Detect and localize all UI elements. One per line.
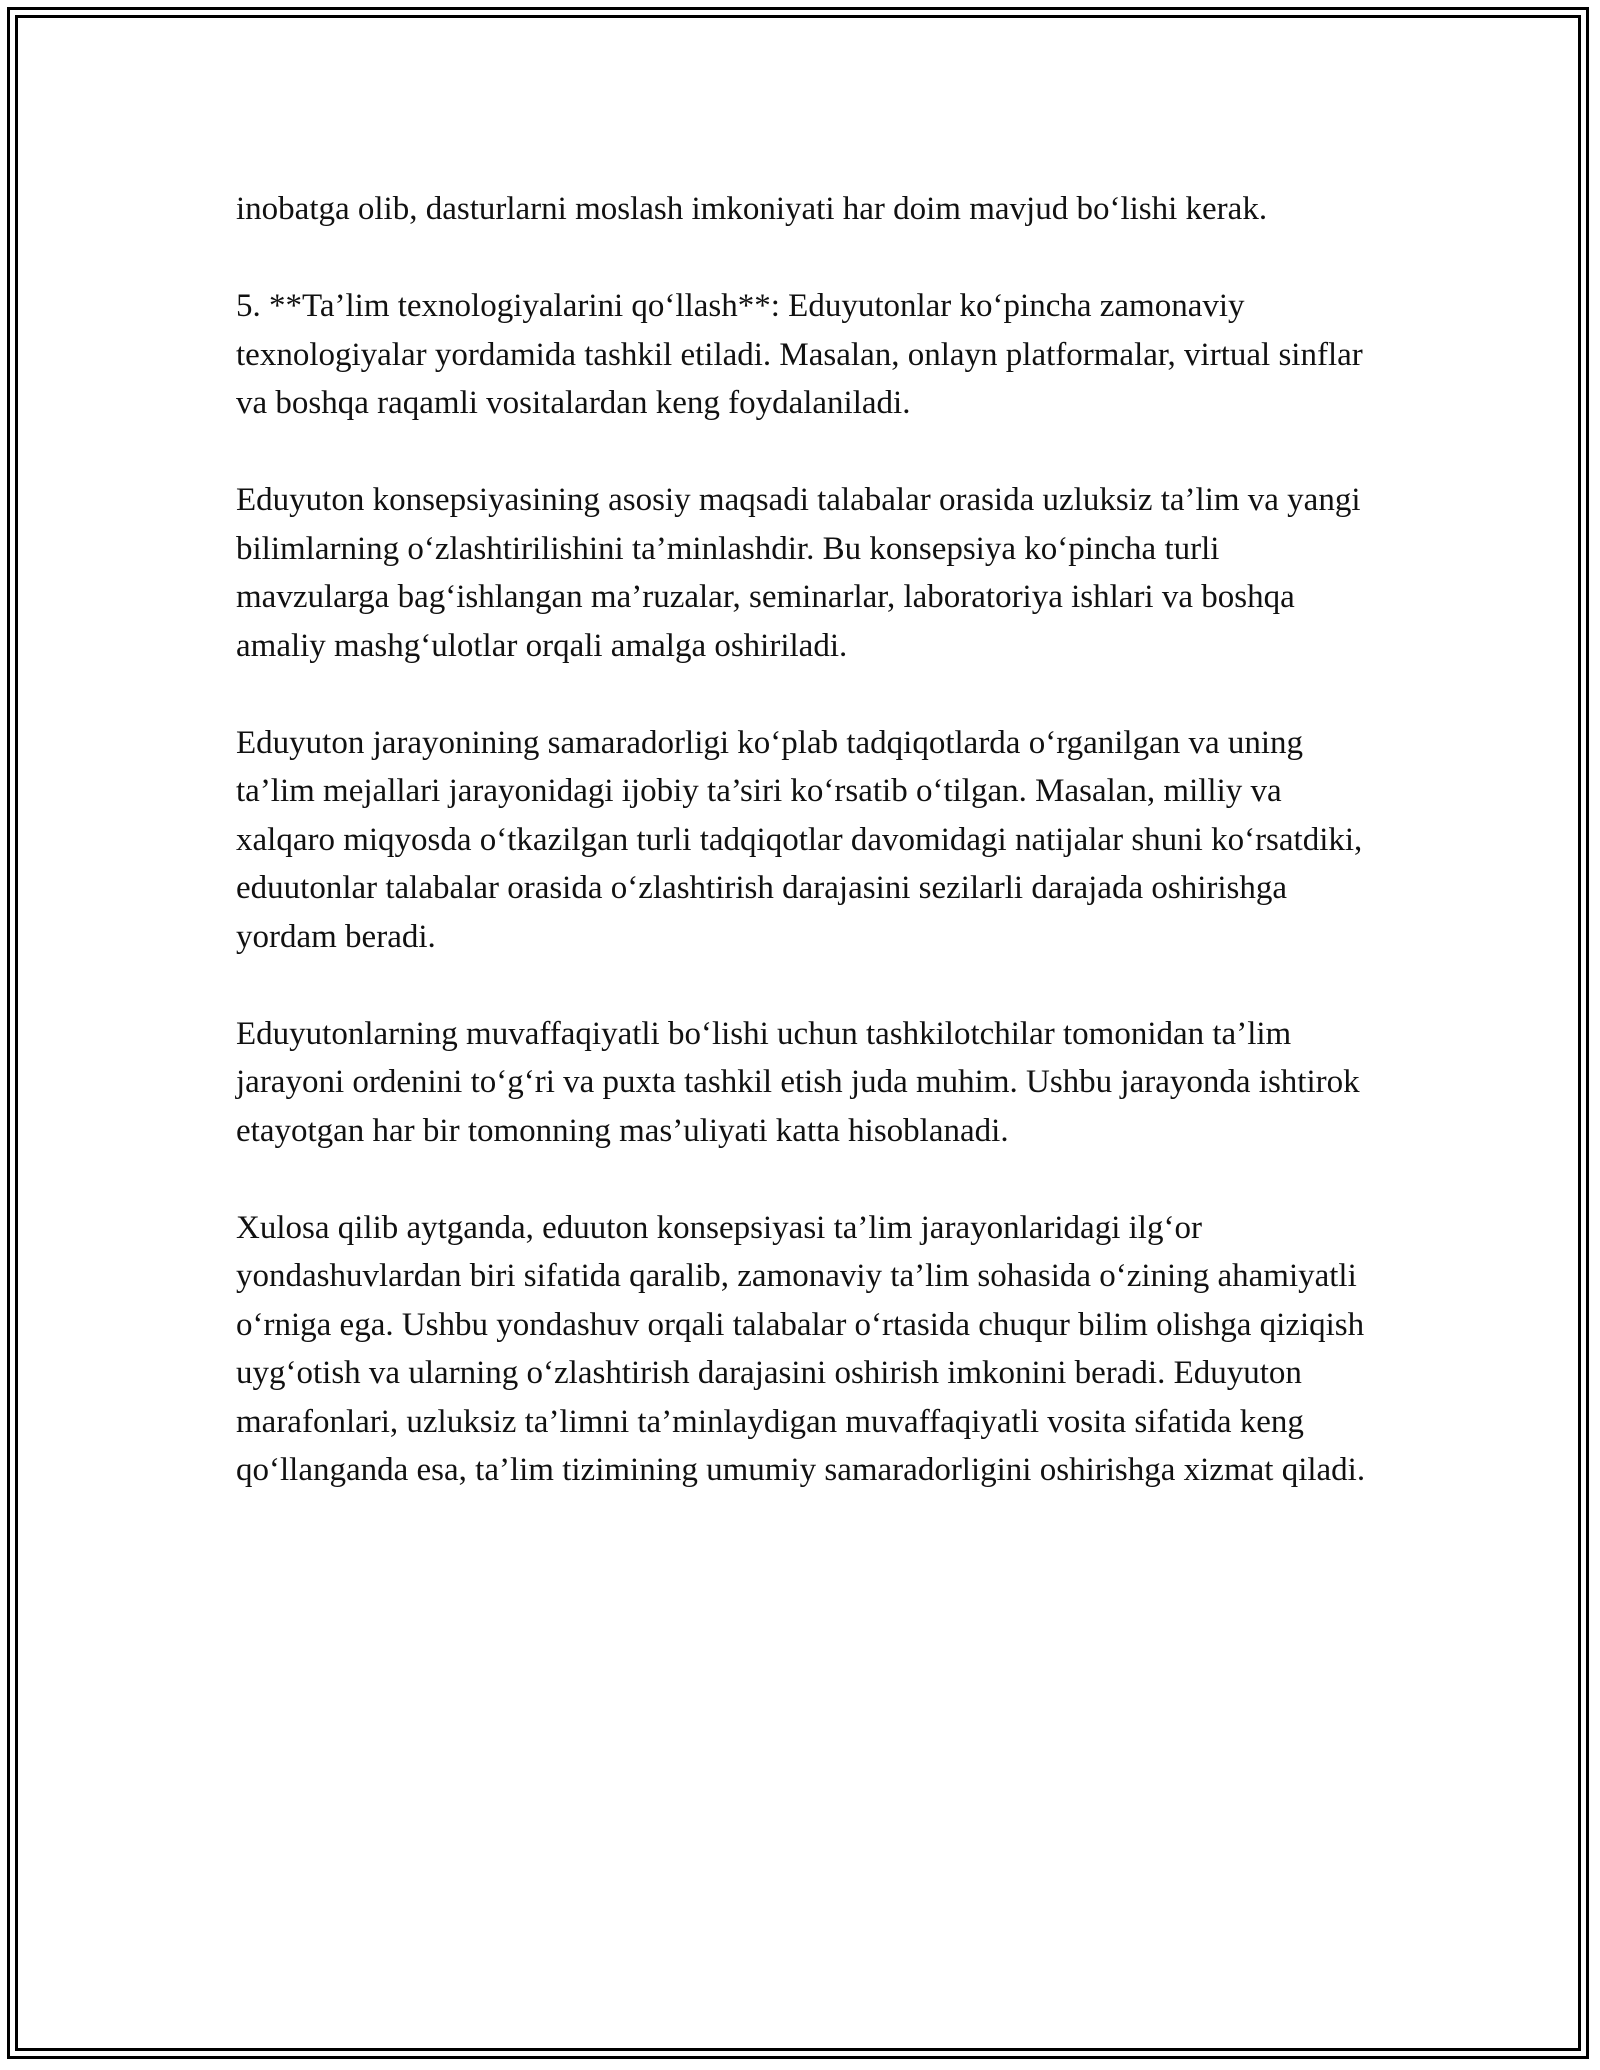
paragraph-3: Eduyuton konsepsiyasining asosiy maqsadi talabalar orasida uzluksiz ta’lim va yangi bilimlarning o‘zlashtirilishini ta’minlashdir. Bu konsepsiya ko‘pincha turli mavzularga bag‘ishlangan ma’ruzalar, seminarlar, laboratoriya ishlari va boshqa amaliy mashg‘ulotlar orqali amalga oshiriladi. [236, 482, 1361, 664]
document-body [236, 185, 1371, 1543]
paragraph-1: inobatga olib, dasturlarni moslash imkoniyati har doim mavjud bo‘lishi kerak. [236, 191, 1268, 227]
paragraph-5: Eduyutonlarning muvaffaqiyatli bo‘lishi uchun tashkilotchilar tomonidan ta’lim jarayoni ordenini to‘g‘ri va puxta tashkil etish juda muhim. Ushbu jarayonda ishtirok etayotgan har bir tomonning mas’uliyati katta hisoblanadi. [236, 1015, 1360, 1149]
paragraph-4: Eduyuton jarayonining samaradorligi ko‘plab tadqiqotlarda o‘rganilgan va uning ta’lim mejallari jarayonidagi ijobiy ta’siri ko‘rsatib o‘tilgan. Masalan, milliy va xalqaro miqyosda o‘tkazilgan turli tadqiqotlar davomidagi natijalar shuni ko‘rsatdiki, eduutonlar talabalar orasida o‘zlashtirish darajasini sezilarli darajada oshirishga yordam beradi. [236, 724, 1363, 955]
paragraph-6: Xulosa qilib aytganda, eduuton konsepsiyasi ta’lim jarayonlaridagi ilg‘or yondashuvlardan biri sifatida qaralib, zamonaviy ta’lim sohasida o‘zining ahamiyatli o‘rniga ega. Ushbu yondashuv orqali talabalar o‘rtasida chuqur bilim olishga qiziqish uyg‘otish va ularning o‘zlashtirish darajasini oshirish imkonini beradi. Eduyuton marafonlari, uzluksiz ta’limni ta’minlaydigan muvaffaqiyatli vosita sifatida keng qo‘llanganda esa, ta’lim tizimining umumiy samaradorligini oshirishga xizmat qiladi. [236, 1209, 1366, 1488]
paragraph-2: 5. **Ta’lim texnologiyalarini qo‘llash**: Eduyutonlar ko‘pincha zamonaviy texnologiyalar yordamida tashkil etiladi. Masalan, onlayn platformalar, virtual sinflar va boshqa raqamli vositalardan keng foydalaniladi. [236, 288, 1363, 421]
